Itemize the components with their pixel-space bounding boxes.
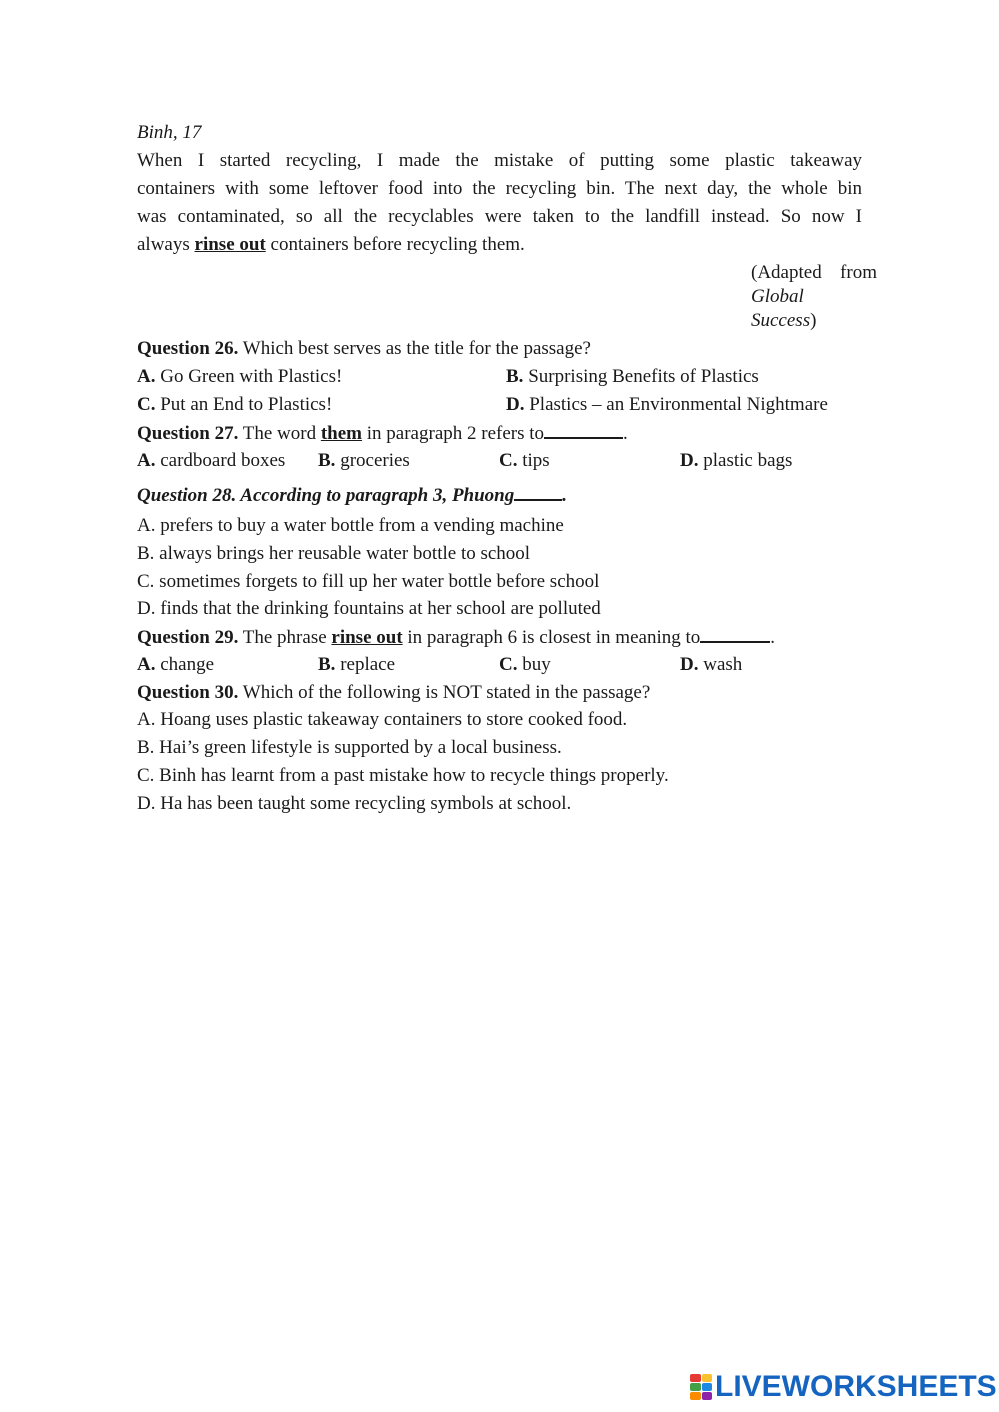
question-28 — [137, 483, 567, 508]
passage-line-3: was contaminated, so all the recyclables were taken to the landfill instead. So now I — [137, 206, 862, 227]
q28-option-a[interactable]: A. prefers to buy a water bottle from a vending machine — [137, 515, 564, 536]
option-letter: D. — [506, 394, 525, 415]
option-text: Plastics – an Environmental Nightmare — [524, 394, 828, 415]
q26-option-d[interactable] — [506, 393, 828, 417]
q29-option-b[interactable] — [318, 653, 395, 677]
q30-option-b[interactable]: B. Hai’s green lifestyle is supported by a local business. — [137, 737, 562, 758]
option-text: plastic bags — [698, 450, 793, 471]
q26-option-b[interactable] — [506, 365, 759, 389]
answer-blank[interactable] — [544, 421, 623, 439]
question-label: Question 30. — [137, 682, 239, 703]
source-line-1: (Adapted from — [751, 262, 877, 283]
q26-option-a[interactable] — [137, 365, 342, 389]
option-text: wash — [698, 654, 743, 675]
q28-option-b[interactable]: B. always brings her reusable water bottle to school — [137, 543, 531, 564]
passage-author: Binh, 17 — [137, 122, 202, 143]
question-text: The word — [238, 423, 321, 444]
answer-blank[interactable] — [700, 625, 770, 643]
option-letter: A. — [137, 366, 156, 387]
q30-option-d[interactable]: D. Ha has been taught some recycling symbols at school. — [137, 793, 572, 814]
option-text: Go Green with Plastics! — [155, 366, 343, 387]
question-label: Question 29. — [137, 627, 239, 648]
option-letter: B. — [318, 654, 336, 675]
question-text: . — [623, 423, 628, 444]
question-27 — [137, 421, 628, 446]
option-text: buy — [517, 654, 551, 675]
question-26 — [137, 337, 591, 361]
question-text: Which of the following is NOT stated in the passage? — [238, 682, 651, 703]
question-text: in paragraph 6 is closest in meaning to — [402, 627, 701, 648]
question-label: Question 27. — [137, 423, 239, 444]
question-29 — [137, 625, 775, 650]
passage-text: always — [137, 234, 195, 255]
keyword-rinse-out: rinse out — [194, 234, 266, 255]
q26-option-c[interactable] — [137, 393, 332, 417]
passage-line-1: When I started recycling, I made the mistake of putting some plastic takeaway — [137, 150, 862, 171]
question-text: Which best serves as the title for the passage? — [238, 338, 591, 359]
option-text: tips — [517, 450, 550, 471]
q27-option-a[interactable] — [137, 449, 285, 473]
passage-line-4 — [137, 233, 525, 257]
q29-option-a[interactable] — [137, 653, 214, 677]
q28-option-c[interactable]: C. sometimes forgets to fill up her water bottle before school — [137, 571, 600, 592]
option-text: replace — [335, 654, 396, 675]
source-paren: ) — [810, 310, 817, 331]
option-letter: C. — [499, 450, 518, 471]
question-text: Question 28. According to paragraph 3, Phuong — [137, 485, 515, 506]
q27-option-b[interactable] — [318, 449, 410, 473]
logo-text: LIVEWORKSHEETS — [715, 1370, 997, 1403]
question-text: . — [562, 485, 568, 506]
option-text: change — [155, 654, 215, 675]
answer-blank[interactable] — [514, 483, 562, 501]
option-letter: D. — [680, 450, 699, 471]
option-letter: A. — [137, 450, 156, 471]
q27-option-d[interactable] — [680, 449, 792, 473]
q27-option-c[interactable] — [499, 449, 550, 473]
passage-line-2: containers with some leftover food into the recycling bin. The next day, the whole bin — [137, 178, 862, 199]
q28-option-d[interactable]: D. finds that the drinking fountains at her school are polluted — [137, 598, 601, 619]
question-30 — [137, 681, 650, 705]
q30-option-c[interactable]: C. Binh has learnt from a past mistake how to recycle things properly. — [137, 765, 669, 786]
option-letter: C. — [137, 394, 156, 415]
option-text: groceries — [335, 450, 410, 471]
option-letter: D. — [680, 654, 699, 675]
question-text: in paragraph 2 refers to — [362, 423, 545, 444]
question-text: The phrase — [238, 627, 332, 648]
keyword-rinse-out: rinse out — [331, 627, 403, 648]
option-text: cardboard boxes — [155, 450, 286, 471]
source-title: Success — [751, 310, 811, 331]
keyword-them: them — [320, 423, 363, 444]
question-text: . — [770, 627, 776, 648]
liveworksheets-logo-icon — [690, 1374, 712, 1400]
passage-text: containers before recycling them. — [265, 234, 525, 255]
source-line-2: Global — [751, 286, 804, 307]
option-letter: B. — [318, 450, 336, 471]
question-label: Question 26. — [137, 338, 239, 359]
source-line-3 — [751, 309, 877, 333]
q30-option-a[interactable]: A. Hoang uses plastic takeaway containers to store cooked food. — [137, 709, 628, 730]
option-letter: C. — [499, 654, 518, 675]
q29-option-d[interactable] — [680, 653, 742, 677]
option-letter: B. — [506, 366, 524, 387]
q29-option-c[interactable] — [499, 653, 551, 677]
option-text: Put an End to Plastics! — [155, 394, 333, 415]
option-text: Surprising Benefits of Plastics — [523, 366, 759, 387]
option-letter: A. — [137, 654, 156, 675]
liveworksheets-logo[interactable] — [690, 1372, 997, 1402]
